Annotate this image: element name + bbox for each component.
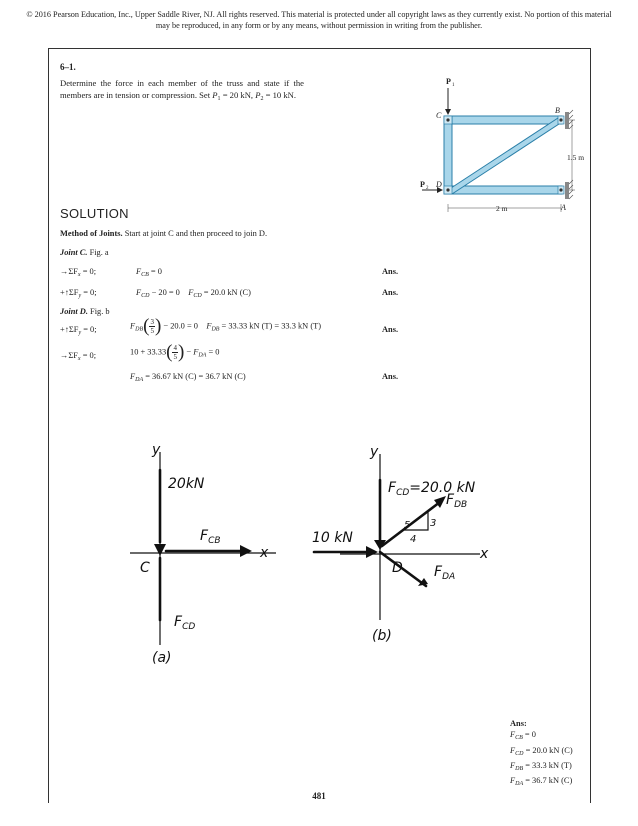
problem-number: 6–1. xyxy=(60,62,76,72)
answer-fcd: $F_{CD} = 20.0$ kN (C) xyxy=(510,745,573,757)
sketch-b-y: y xyxy=(370,444,379,460)
dim-height: 1.5 m xyxy=(567,153,585,162)
sketch-a-c: C xyxy=(140,560,150,576)
sketch-a-fcd: $F_{CD}$ xyxy=(174,614,196,632)
joint-d-heading: Joint D. Fig. b xyxy=(60,307,110,316)
sketch-b-4: 4 xyxy=(410,534,417,545)
label-p1: P xyxy=(446,77,451,86)
eq-d3-result: $F_{DA} = 36.67$ kN (C) = 36.7 kN (C) xyxy=(130,372,246,383)
label-d: D xyxy=(436,180,442,189)
problem-statement: Determine the force in each member of the truss and state if the members are in tension or compression. Set $P_1 = 20$ kN, $P_2 = 10$ kN. xyxy=(60,78,304,102)
svg-text:2: 2 xyxy=(426,186,429,191)
dim-width: 2 m xyxy=(496,204,508,213)
page-number: 481 xyxy=(312,791,326,801)
sketch-b-d: D xyxy=(392,560,403,576)
sketch-b-10kn: 10 kN xyxy=(312,530,353,546)
answer-fcb: $F_{CB} = 0$ xyxy=(510,730,536,742)
sketch-b-fdb: $F_{DB}$ xyxy=(446,492,468,510)
ans-d1: Ans. xyxy=(382,325,399,334)
eq-d2-result: 10 + 33.33( $\frac{4}{5}$ ) − $F_{DA} = 0$ xyxy=(130,341,220,363)
ans-c2: Ans. xyxy=(382,288,399,297)
sketch-a xyxy=(100,440,300,670)
label-b: B xyxy=(555,106,560,115)
eq-c1-result: $F_{CB} = 0$ xyxy=(136,267,162,278)
sketch-b-5: 5 xyxy=(404,520,411,531)
sketch-b-3: 3 xyxy=(430,518,437,529)
eq-c2: $+↑\Sigma F_y = 0$; xyxy=(60,288,97,299)
answer-title: Ans: xyxy=(510,719,527,728)
joint-c-heading: Joint C. Fig. a xyxy=(60,248,109,257)
answer-fdb: $F_{DB} = 33.3$ kN (T) xyxy=(510,760,572,772)
sketch-a-caption: (a) xyxy=(152,650,172,666)
answer-summary xyxy=(510,718,573,790)
eq-c1: $\to\Sigma F_x = 0$; xyxy=(60,267,97,278)
sketch-a-fcb: $F_{CB}$ xyxy=(200,528,221,546)
ans-c1: Ans. xyxy=(382,267,399,276)
ans-d3: Ans. xyxy=(382,372,399,381)
label-p2: P xyxy=(420,180,425,189)
answer-fda: $F_{DA} = 36.7$ kN (C) xyxy=(510,776,573,788)
svg-text:1: 1 xyxy=(452,83,455,88)
sketch-a-x: x xyxy=(260,545,269,561)
eq-d2: $\to\Sigma F_x = 0$; xyxy=(60,351,97,362)
sketch-b-caption: (b) xyxy=(372,628,392,644)
eq-c2-result: $F_{CD} - 20 = 0$ $F_{CD} = 20.0$ kN (C) xyxy=(136,288,251,299)
truss-figure xyxy=(410,74,590,224)
method-line: Method of Joints. Start at joint C and then proceed to join D. xyxy=(60,229,268,238)
sketch-b-fcd: $F_{CD}=20.0$ kN xyxy=(388,480,476,498)
label-c: C xyxy=(436,111,442,120)
label-a: A xyxy=(561,203,566,212)
sketch-a-20kn: 20kN xyxy=(168,476,205,492)
eq-d1: $+↑\Sigma F_y = 0$; xyxy=(60,325,97,336)
copyright-notice: © 2016 Pearson Education, Inc., Upper Saddle River, NJ. All rights reserved. This material is protected under all copyright laws as they currently exist. No portion of this material may be reproduced, in any form or by any means, without permission in writing from the publisher. xyxy=(26,10,612,30)
sketch-b xyxy=(300,440,530,650)
sketch-a-y: y xyxy=(152,442,161,458)
eq-d1-result: $F_{DB}$( $\frac{3}{5}$ ) − 20.0 = 0 $F_{DB} = 33.33$ kN (T) = 33.3 kN (T) xyxy=(130,315,322,337)
sketch-b-x: x xyxy=(480,546,489,562)
solution-heading: SOLUTION xyxy=(60,206,129,221)
sketch-b-fda: $F_{DA}$ xyxy=(434,564,456,582)
